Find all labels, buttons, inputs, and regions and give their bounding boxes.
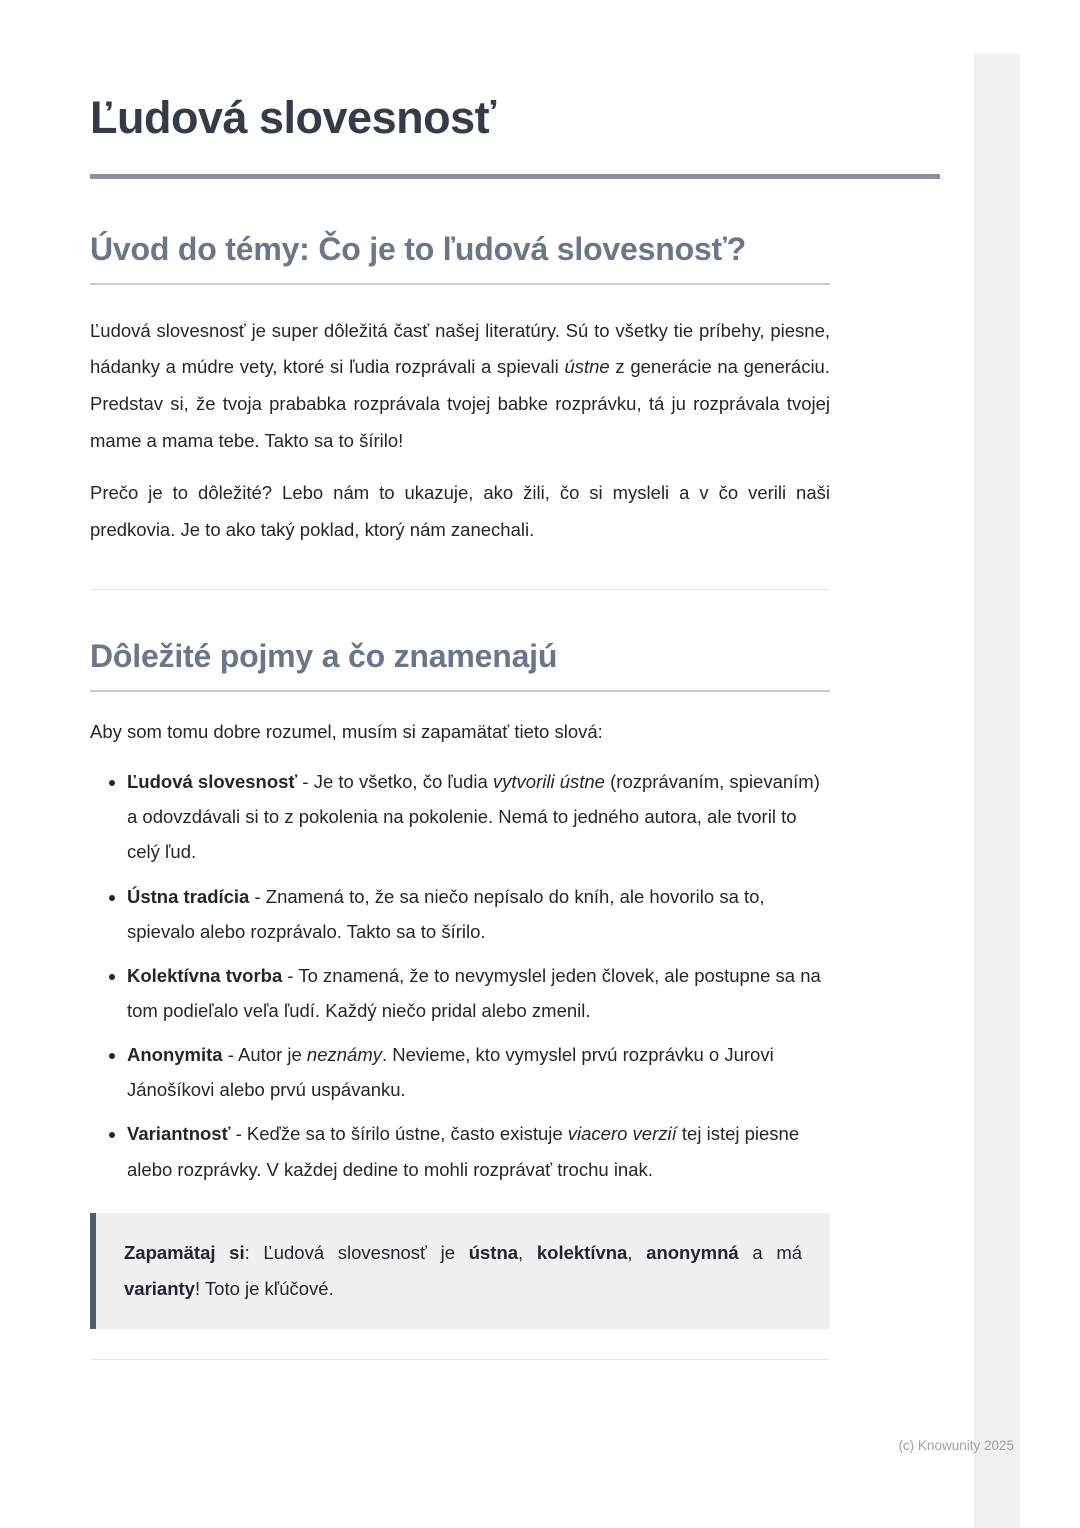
text-segment: (rozprávaním, spievaním) a odovzdávali si to z pokolenia na pokolenie. Nemá to jedného autora, ale tvoril to celý ľud.	[127, 771, 820, 863]
text-segment-italic: ústne	[564, 356, 610, 378]
text-segment: z generácie na generáciu. Predstav si, že tvoja prababka rozprávala tvojej babke rozprávku, tá ju rozprávala tvojej mame a mama tebe. Takto sa to šírilo!	[90, 356, 830, 451]
text-segment-italic: viacero verzií	[567, 1123, 677, 1145]
text-segment: . Nevieme, kto vymyslel prvú rozprávku o Jurovi Jánošíkovi alebo prvú uspávanku.	[127, 1044, 774, 1101]
section-divider	[90, 1359, 830, 1360]
callout-box	[90, 1213, 830, 1329]
callout-bold: ústna	[468, 1241, 519, 1263]
text-segment: Ľudová slovesnosť je super dôležitá časť našej literatúry. Sú to všetky tie príbehy, piesne, hádanky a múdre vety, ktoré si ľudia rozprávali a spievali	[90, 319, 830, 378]
text-segment: ,	[518, 1241, 537, 1263]
section-pojmy	[90, 632, 960, 1360]
text-segment: a má	[738, 1241, 803, 1263]
list-item	[127, 879, 830, 949]
list-item	[127, 958, 830, 1028]
term-list	[90, 764, 830, 1187]
term-bold: Ľudová slovesnosť	[127, 771, 298, 793]
term-bold: Variantnosť	[127, 1123, 231, 1145]
heading-rule	[90, 690, 830, 692]
list-item	[127, 1116, 830, 1186]
paragraph-lead: Aby som tomu dobre rozumel, musím si zapamätať tieto slová:	[90, 720, 603, 742]
title-divider	[90, 174, 940, 179]
list-item	[127, 1037, 830, 1107]
term-bold: Kolektívna tvorba	[127, 964, 283, 986]
text-segment: ! Toto je kľúčové.	[194, 1277, 334, 1299]
callout-bold: kolektívna	[536, 1241, 628, 1263]
footer-credit: (c) Knowunity 2025	[898, 1438, 1014, 1453]
scrollbar-track[interactable]	[974, 54, 1020, 1528]
heading-rule	[90, 283, 830, 285]
callout-bold: varianty	[124, 1277, 195, 1299]
section-heading-uvod: Úvod do témy: Čo je to ľudová slovesnosť?	[90, 230, 746, 267]
text-segment: : Ľudová slovesnosť je	[244, 1241, 469, 1263]
page-title: Ľudová slovesnosť	[90, 92, 496, 143]
text-segment: - Keďže sa to šírilo ústne, často existuje	[230, 1123, 568, 1145]
callout-bold: Zapamätaj si	[124, 1241, 245, 1263]
text-segment: - Je to všetko, čo ľudia	[297, 771, 493, 793]
text-segment-italic: neznámy	[306, 1044, 382, 1066]
term-bold: Anonymita	[127, 1044, 223, 1066]
text-segment-italic: vytvorili ústne	[492, 771, 605, 793]
paragraph-intro-2: Prečo je to dôležité? Lebo nám to ukazuje, ako žili, čo si mysleli a v čo verili naši predkovia. Je to ako taký poklad, ktorý nám zanechali.	[90, 482, 830, 540]
section-divider	[90, 589, 830, 590]
text-segment: - Znamená to, že sa niečo nepísalo do kníh, ale hovorilo sa to, spievalo alebo rozprávalo. Takto sa to šírilo.	[127, 885, 765, 942]
text-segment: tej istej piesne alebo rozprávky. V každej dedine to mohli rozprávať trochu inak.	[127, 1123, 800, 1180]
term-bold: Ústna tradícia	[127, 885, 250, 907]
text-segment: - Autor je	[222, 1044, 307, 1066]
callout-bold: anonymná	[646, 1241, 739, 1263]
text-segment: - To znamená, že to nevymyslel jeden človek, ale postupne sa na tom podieľalo veľa ľudí. Každý niečo pridal alebo zmenil.	[127, 964, 821, 1021]
text-segment: ,	[627, 1241, 647, 1263]
section-uvod	[90, 225, 960, 590]
section-heading-pojmy: Dôležité pojmy a čo znamenajú	[90, 637, 558, 674]
paragraph-intro-1	[90, 313, 830, 460]
list-item	[127, 764, 830, 869]
